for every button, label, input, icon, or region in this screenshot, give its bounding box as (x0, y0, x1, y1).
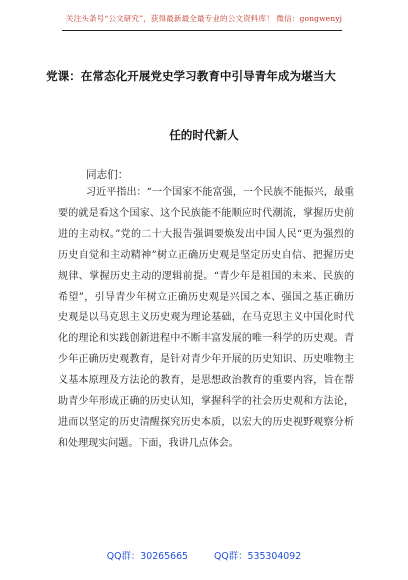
document-title-line-2: 任的时代新人 (169, 128, 239, 142)
header-note: 关注头条号“公文研究”，获得最新最全最专业的公文资料库！ 微信：gongwenyj (65, 14, 343, 23)
greeting: 同志们： (86, 169, 129, 181)
footer-qq-group-2: QQ群：535304092 (214, 551, 302, 562)
body-paragraph: 习近平指出：“一个国家不能富强，一个民族不能振兴，最重要的就是看这个国家、这个民族能不能顺应时代潮流，掌握历史前进的主动权。”党的二十大报告强调要焕发出中国人民“更为强烈的历史自觉和主动精神”树立正确历史观是坚定历史自信、把握历史规律、掌握历史主动的逻辑前提。“青少年是祖国的未来、民族的希望”，引导青少年树立正确历史观是兴国之本、强国之基正确历史观是以马克思主义历史观为理论基础，在马克思主义中国化时代化的理论和实践创新进程中不断丰富发展的唯一科学的历史观。青少年正确历史观教育，是针对青少年开展的历史知识、历史唯物主义基本原理及方法论的教育，是思想政治教育的重要内容，旨在帮助青少年形成正确的历史认知，掌握科学的社会历史观和方法论，进而以坚定的历史清醒探究历史本质，以宏大的历史视野观察分析和处理现实问题。下面，我讲几点体会。 (58, 187, 354, 449)
header-divider (62, 30, 342, 31)
footer-qq-group-1: QQ群：30265665 (106, 551, 189, 562)
footer-contact (0, 548, 408, 562)
document-title-line-1: 党课：在常态化开展党史学习教育中引导青年成为堪当大 (46, 69, 336, 83)
